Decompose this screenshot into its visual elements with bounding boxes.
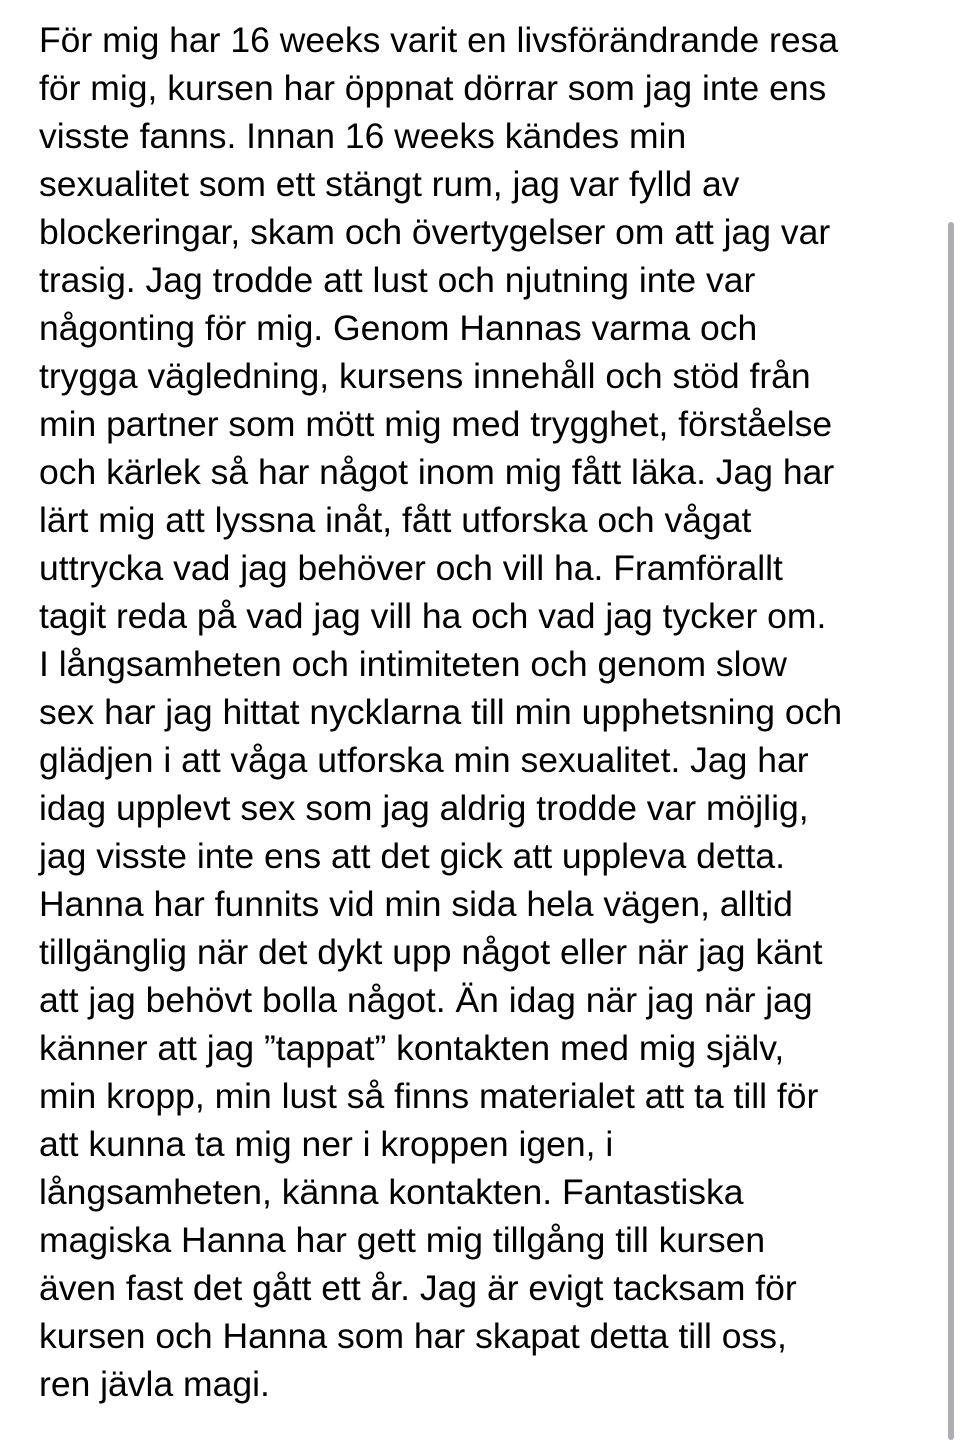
text-line: och kärlek så har något inom mig fått läka. Jag har: [39, 452, 835, 492]
text-line: min kropp, min lust så finns materialet att ta till för: [39, 1076, 819, 1116]
text-line: tagit reda på vad jag vill ha och vad jag tycker om.: [39, 596, 827, 636]
text-line: jag visste inte ens att det gick att uppleva detta.: [39, 836, 785, 876]
text-line: även fast det gått ett år. Jag är evigt tacksam för: [39, 1268, 797, 1308]
text-line: blockeringar, skam och övertygelser om att jag var: [39, 212, 831, 252]
text-line: att kunna ta mig ner i kroppen igen, i: [39, 1124, 614, 1164]
text-line: visste fanns. Innan 16 weeks kändes min: [39, 116, 687, 156]
text-line: långsamheten, känna kontakten. Fantastiska: [39, 1172, 744, 1212]
text-line: glädjen i att våga utforska min sexualitet. Jag har: [39, 740, 809, 780]
text-line: någonting för mig. Genom Hannas varma och: [39, 308, 758, 348]
text-line: kursen och Hanna som har skapat detta till oss,: [39, 1316, 787, 1356]
scrollbar-thumb[interactable]: [948, 222, 954, 1440]
text-line: magiska Hanna har gett mig tillgång till kursen: [39, 1220, 766, 1260]
text-line: idag upplevt sex som jag aldrig trodde var möjlig,: [39, 788, 809, 828]
text-line: ren jävla magi.: [39, 1364, 270, 1404]
text-line: trygga vägledning, kursens innehåll och stöd från: [39, 356, 811, 396]
text-line: trasig. Jag trodde att lust och njutning inte var: [39, 260, 756, 300]
text-line: för mig, kursen har öppnat dörrar som jag inte ens: [39, 68, 827, 108]
text-line: att jag behövt bolla något. Än idag när jag när jag: [39, 980, 813, 1020]
text-line: lärt mig att lyssna inåt, fått utforska och vågat: [39, 500, 752, 540]
text-line: sexualitet som ett stängt rum, jag var fylld av: [39, 164, 740, 204]
text-line: känner att jag ”tappat” kontakten med mig själv,: [39, 1028, 785, 1068]
text-line: uttrycka vad jag behöver och vill ha. Framförallt: [39, 548, 783, 588]
text-line: I långsamheten och intimiteten och genom slow: [39, 644, 787, 684]
testimonial-text: [39, 16, 939, 1408]
vertical-scrollbar[interactable]: [946, 222, 956, 1440]
text-line: sex har jag hittat nycklarna till min upphetsning och: [39, 692, 843, 732]
text-line: Hanna har funnits vid min sida hela vägen, alltid: [39, 884, 793, 924]
text-line: min partner som mött mig med trygghet, förståelse: [39, 404, 833, 444]
text-line: tillgänglig när det dykt upp något eller när jag känt: [39, 932, 823, 972]
text-line: För mig har 16 weeks varit en livsförändrande resa: [39, 20, 839, 60]
